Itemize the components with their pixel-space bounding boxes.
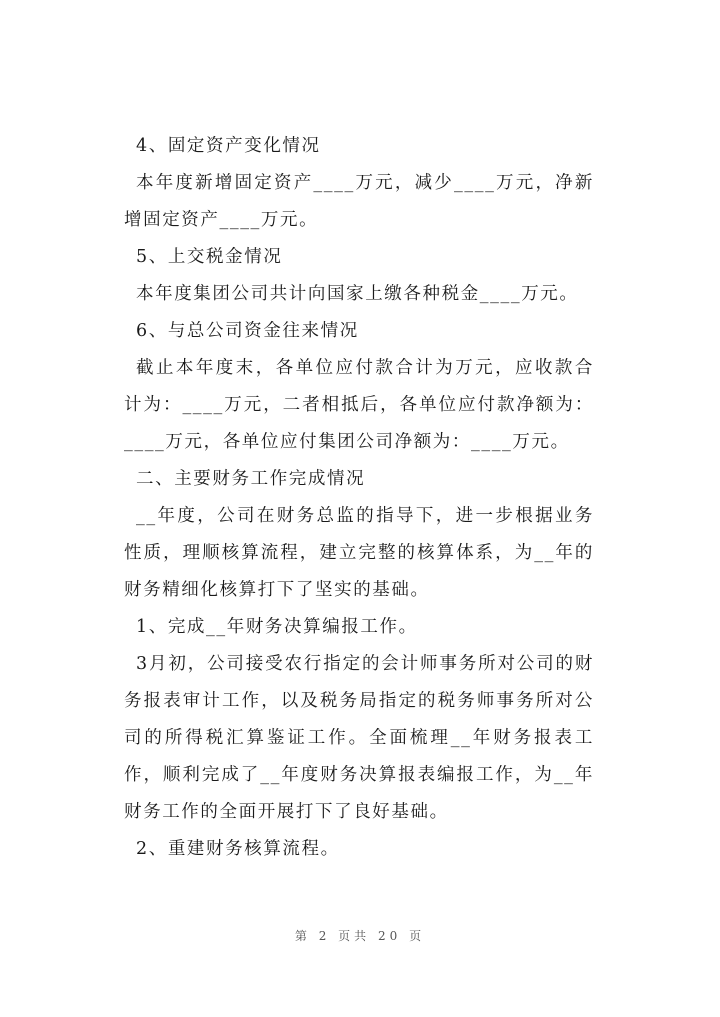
paragraph-main-work: __年度，公司在财务总监的指导下，进一步根据业务性质，理顺核算流程，建立完整的核算体系，为__年的财务精细化核算打下了坚实的基础。	[124, 506, 594, 600]
paragraph-fixed-assets: 本年度新增固定资产____万元，减少____万元，净新增固定资产____万元。	[124, 173, 594, 230]
page-footer: 第 2 页共 20 页	[294, 929, 426, 943]
heading-taxes: 5、上交税金情况	[136, 247, 283, 267]
paragraph-taxes: 本年度集团公司共计向国家上缴各种税金____万元。	[136, 284, 579, 304]
document-body	[124, 128, 594, 868]
heading-funds: 6、与总公司资金往来情况	[136, 321, 359, 341]
heading-rebuild-process: 2、重建财务核算流程。	[136, 839, 340, 859]
paragraph-funds: 截止本年度末，各单位应付款合计为万元，应收款合计为：____万元，二者相抵后，各单位应付款净额为：____万元，各单位应付集团公司净额为：____万元。	[124, 358, 594, 452]
heading-fixed-assets: 4、固定资产变化情况	[136, 136, 321, 156]
heading-final-accounts: 1、完成__年财务决算编报工作。	[136, 617, 418, 637]
paragraph-final-accounts: 3月初，公司接受农行指定的会计师事务所对公司的财务报表审计工作，以及税务局指定的税务师事务所对公司的所得税汇算鉴证工作。全面梳理__年财务报表工作，顺利完成了__年度财务决算报表编报工作，为__年财务工作的全面开展打下了良好基础。	[124, 654, 594, 822]
heading-main-work: 二、主要财务工作完成情况	[136, 469, 366, 489]
